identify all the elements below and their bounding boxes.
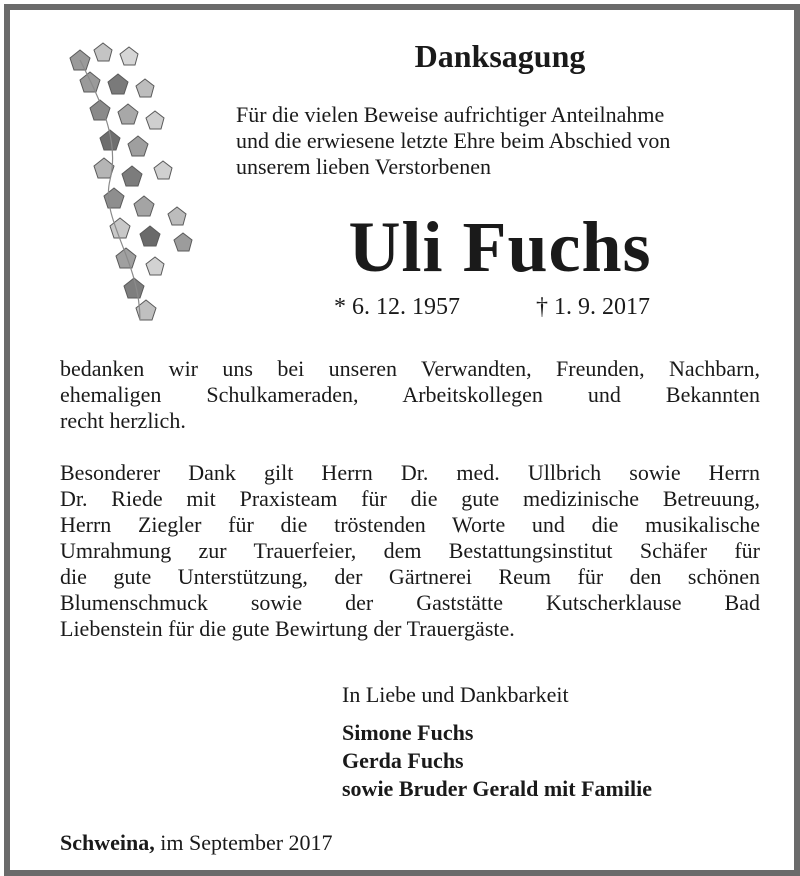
paragraph-line: ehemaligen Schulkameraden, Arbeitskollegen und Bekannten [60, 382, 760, 407]
closing-phrase: In Liebe und Dankbarkeit [342, 682, 569, 707]
paragraph-line: Besonderer Dank gilt Herrn Dr. med. Ullbrich sowie Herrn [60, 460, 760, 485]
signer-name: sowie Bruder Gerald mit Familie [342, 776, 652, 801]
intro-line: Für die vielen Beweise aufrichtiger Anteilnahme [236, 102, 665, 127]
paragraph-line: bedanken wir uns bei unseren Verwandten, Freunden, Nachbarn, [60, 356, 760, 381]
death-date: † 1. 9. 2017 [536, 294, 650, 320]
notice-frame [4, 4, 800, 876]
signer-name: Gerda Fuchs [342, 748, 464, 773]
paragraph-line: Blumenschmuck sowie der Gaststätte Kutscherklause Bad [60, 590, 760, 615]
paragraph-line: Dr. Riede mit Praxisteam für die gute medizinische Betreuung, [60, 486, 760, 511]
place-name: Schweina, [60, 830, 155, 855]
signers-list [342, 719, 652, 803]
paragraph-line: Umrahmung zur Trauerfeier, dem Bestattungsinstitut Schäfer für [60, 538, 760, 563]
signer-name: Simone Fuchs [342, 720, 474, 745]
thanks-paragraph [60, 356, 760, 434]
deceased-name: Uli Fuchs [348, 207, 652, 287]
notice-title: Danksagung [414, 38, 586, 74]
intro-text [236, 102, 766, 180]
notice-date: im September 2017 [154, 830, 333, 855]
paragraph-line: Herrn Ziegler für die tröstenden Worte und die musikalische [60, 512, 760, 537]
birth-date: * 6. 12. 1957 [334, 294, 460, 320]
place-date-line [60, 830, 333, 856]
paragraph-line: recht herzlich. [60, 408, 186, 433]
paragraph-line: Liebenstein für die gute Bewirtung der Trauergäste. [60, 616, 515, 641]
ivy-leaves-icon [50, 40, 210, 330]
intro-line: und die erwiesene letzte Ehre beim Abschied von [236, 128, 671, 153]
special-thanks-paragraph [60, 460, 760, 642]
paragraph-line: die gute Unterstützung, der Gärtnerei Reum für den schönen [60, 564, 760, 589]
intro-line: unserem lieben Verstorbenen [236, 154, 491, 179]
